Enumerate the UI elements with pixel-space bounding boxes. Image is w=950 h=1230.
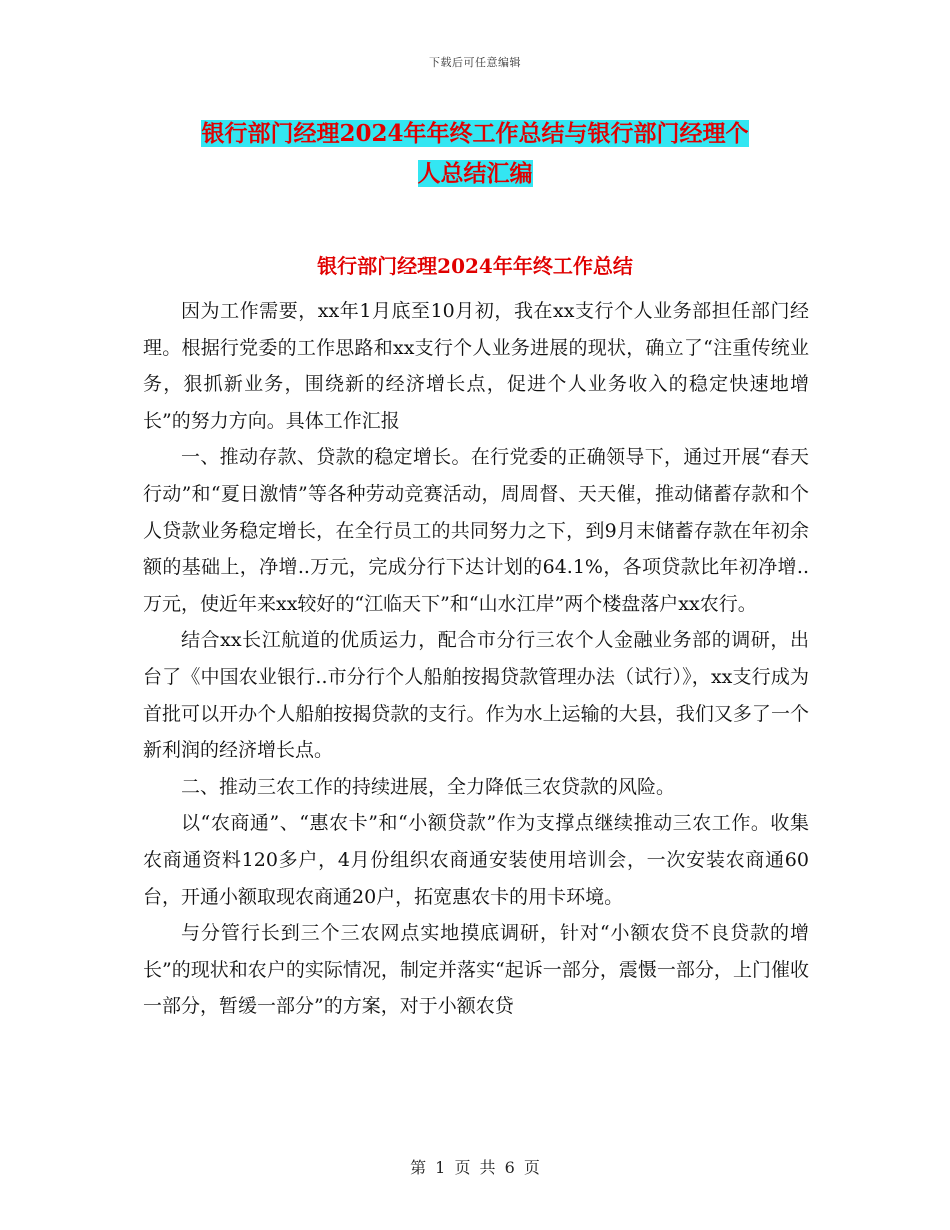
header-note: 下载后可任意编辑 (429, 56, 521, 69)
body-text (143, 293, 809, 1025)
page-number-footer: 第 1 页 共 6 页 (410, 1158, 540, 1177)
paragraph: 以“农商通”、“惠农卡”和“小额贷款”作为支撑点继续推动三农工作。收集农商通资料120多户，4月份组织农商通安装使用培训会，一次安装农商通60台，开通小额取现农商通20户，拓宽惠农卡的用卡环境。 (143, 812, 809, 908)
paragraph: 与分管行长到三个三农网点实地摸底调研，针对“小额农贷不良贷款的增长”的现状和农户的实际情况，制定并落实“起诉一部分，震慑一部分，上门催收一部分，暂缓一部分”的方案，对于小额农贷 (143, 922, 809, 1018)
paragraph: 因为工作需要，xx年1月底至10月初，我在xx支行个人业务部担任部门经理。根据行党委的工作思路和xx支行个人业务进展的现状，确立了“注重传统业务，狠抓新业务，围绕新的经济增长点，促进个人业务收入的稳定快速地增长”的努力方向。具体工作汇报 (143, 300, 809, 432)
paragraph: 二、推动三农工作的持续进展，全力降低三农贷款的风险。 (181, 775, 676, 798)
paragraph: 结合xx长江航道的优质运力，配合市分行三农个人金融业务部的调研，出台了《中国农业银行..市分行个人船舶按揭贷款管理办法（试行）》，xx支行成为首批可以开办个人船舶按揭贷款的支行。作为水上运输的大县，我们又多了一个新利润的经济增长点。 (143, 629, 809, 762)
document-title (140, 114, 810, 194)
document-title-line2: 人总结汇编 (417, 160, 533, 187)
document-title-line1: 银行部门经理2024年年终工作总结与银行部门经理个 (201, 120, 749, 147)
section-title: 银行部门经理2024年年终工作总结 (317, 254, 633, 278)
paragraph: 一、推动存款、贷款的稳定增长。在行党委的正确领导下，通过开展“春天行动”和“夏日激情”等各种劳动竞赛活动，周周督、天天催，推动储蓄存款和个人贷款业务稳定增长，在全行员工的共同努力之下，到9月末储蓄存款在年初余额的基础上，净增..万元，完成分行下达计划的64.1%，各项贷款比年初净增..万元，使近年来xx较好的“江临天下”和“山水江岸”两个楼盘落户xx农行。 (143, 446, 809, 615)
